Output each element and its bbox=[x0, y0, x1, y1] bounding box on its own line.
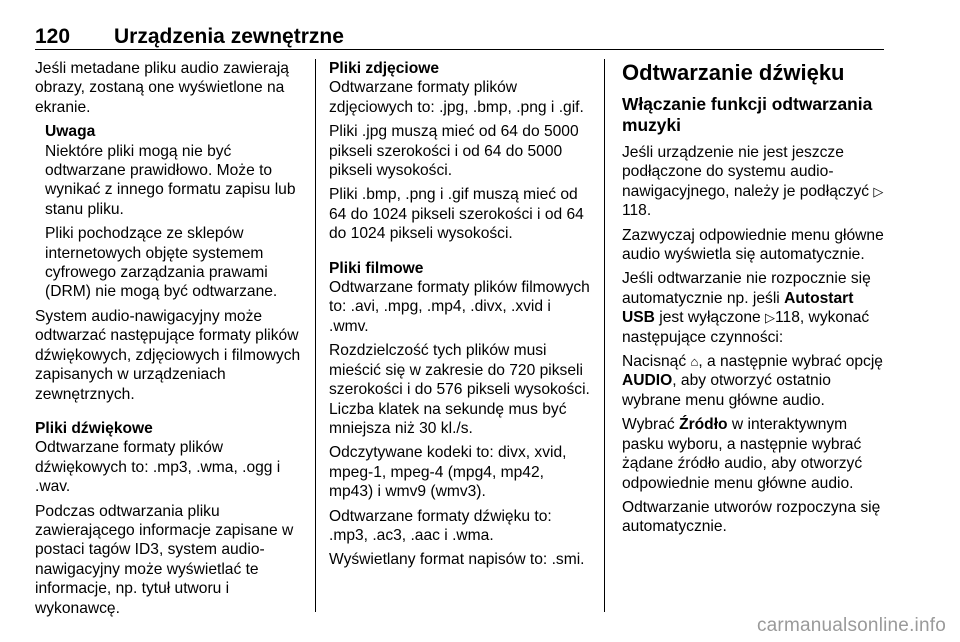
connect-paragraph: Jeśli urządzenie nie jest jeszcze podłączone do systemu audio-nawigacyjnego, należy je podłączyć ▷ 118. bbox=[622, 144, 884, 220]
section-title: Pliki zdjęciowe bbox=[329, 60, 440, 77]
column-divider bbox=[604, 59, 605, 612]
movie-files-section bbox=[329, 259, 592, 337]
note-box bbox=[35, 122, 310, 302]
arrow-ref-icon: ▷ bbox=[765, 310, 776, 326]
audio-formats-paragraph: Odtwarzane formaty dźwięku to: .mp3, .ac3, .aac i .wma. bbox=[329, 507, 552, 544]
source-paragraph: Wybrać Źródło w interaktywnym pasku wyboru, a następnie wybrać żądane źródło audio, aby otworzyć odpowiednie menu główne audio. bbox=[622, 416, 863, 492]
system-paragraph: System audio-nawigacyjny może odtwarzać następujące formaty plików dźwiękowych, zdjęciowych i filmowych zapisanych w urządzeniach zewnętrznych. bbox=[35, 307, 301, 403]
resolution-paragraph: Rozdzielczość tych plików musi mieścić się w zakresie do 720 pikseli szerokości i do 576 pikseli wysokości. Liczba klatek na sekundę mus być mniejsza niż 30 kl./s. bbox=[329, 342, 590, 437]
column-1 bbox=[35, 59, 310, 623]
note-title: Uwaga bbox=[45, 123, 96, 141]
jpg-paragraph: Pliki .jpg muszą mieć od 64 do 5000 pikseli szerokości i od 64 do 5000 pikseli wysokości. bbox=[329, 123, 579, 180]
column-2 bbox=[329, 59, 592, 575]
photo-files-section bbox=[329, 59, 592, 117]
note-paragraph: Niektóre pliki mogą nie być odtwarzane prawidłowo. Może to wynikać z innego formatu zapisu lub stanu pliku. bbox=[45, 142, 296, 218]
column-divider bbox=[315, 59, 316, 612]
page-header bbox=[35, 24, 884, 50]
autostart-usb-label: Autostart USB bbox=[622, 289, 854, 327]
autostart-paragraph: Jeśli odtwarzanie nie rozpocznie się automatycznie np. jeśli Autostart USB jest wyłączone ▷118, wykonać następujące czynności: bbox=[622, 270, 871, 346]
note-paragraph: Pliki pochodzące ze sklepów internetowych objęte systemem cyfrowego zarządzania prawami (DRM) nie mogą być odtwarzane. bbox=[45, 225, 278, 301]
home-icon: ⌂ bbox=[690, 354, 699, 370]
section-title: Pliki filmowe bbox=[329, 259, 424, 277]
column-3 bbox=[622, 59, 888, 542]
bmp-paragraph: Pliki .bmp, .png i .gif muszą mieć od 64 do 1024 pikseli szerokości i od 64 do 1024 pikseli wysokości. bbox=[329, 186, 584, 243]
section-title: Pliki dźwiękowe bbox=[35, 419, 153, 437]
intro-paragraph: Jeśli metadane pliku audio zawierają obrazy, zostaną one wyświetlone na ekranie. bbox=[35, 60, 289, 116]
codecs-paragraph: Odczytywane kodeki to: divx, xvid, mpeg-1, mpeg-4 (mpg4, mp42, mp43) i wmv9 (wmv3). bbox=[329, 444, 567, 501]
page-number: 120 bbox=[35, 25, 71, 48]
source-label: Źródło bbox=[679, 416, 728, 434]
audio-files-section bbox=[35, 419, 310, 497]
section-subheading: Włączanie funkcji odtwarzania muzyki bbox=[622, 94, 873, 135]
photo-formats-text: Odtwarzane formaty plików zdjęciowych to: .jpg, .bmp, .png i .gif. bbox=[329, 79, 584, 116]
autoplay-paragraph: Odtwarzanie utworów rozpoczyna się automatycznie. bbox=[622, 498, 881, 536]
watermark: carmanualsonline.info bbox=[756, 615, 946, 636]
movie-formats-text: Odtwarzane formaty plików filmowych to: .avi, .mpg, .mp4, .divx, .xvid i .wmv. bbox=[329, 279, 590, 335]
section-heading: Odtwarzanie dźwięku bbox=[622, 60, 845, 85]
subtitles-paragraph: Wyświetlany format napisów to: .smi. bbox=[329, 551, 585, 569]
menu-paragraph: Zazwyczaj odpowiednie menu główne audio wyświetla się automatycznie. bbox=[622, 226, 884, 264]
id3-paragraph: Podczas odtwarzania pliku zawierającego informacje zapisane w postaci tagów ID3, system audio-nawigacyjny może wyświetlać te informacje, np. tytuł utworu i wykonawcę. bbox=[35, 502, 294, 617]
home-paragraph: Nacisnąć ⌂, a następnie wybrać opcję AUDIO, aby otworzyć ostatnio wybrane menu główne audio. bbox=[622, 353, 883, 409]
audio-label: AUDIO bbox=[622, 372, 673, 390]
page-title: Urządzenia zewnętrzne bbox=[114, 25, 344, 48]
audio-formats-text: Odtwarzane formaty plików dźwiękowych to: .mp3, .wma, .ogg i .wav. bbox=[35, 439, 281, 496]
arrow-ref-icon: ▷ bbox=[873, 183, 884, 199]
